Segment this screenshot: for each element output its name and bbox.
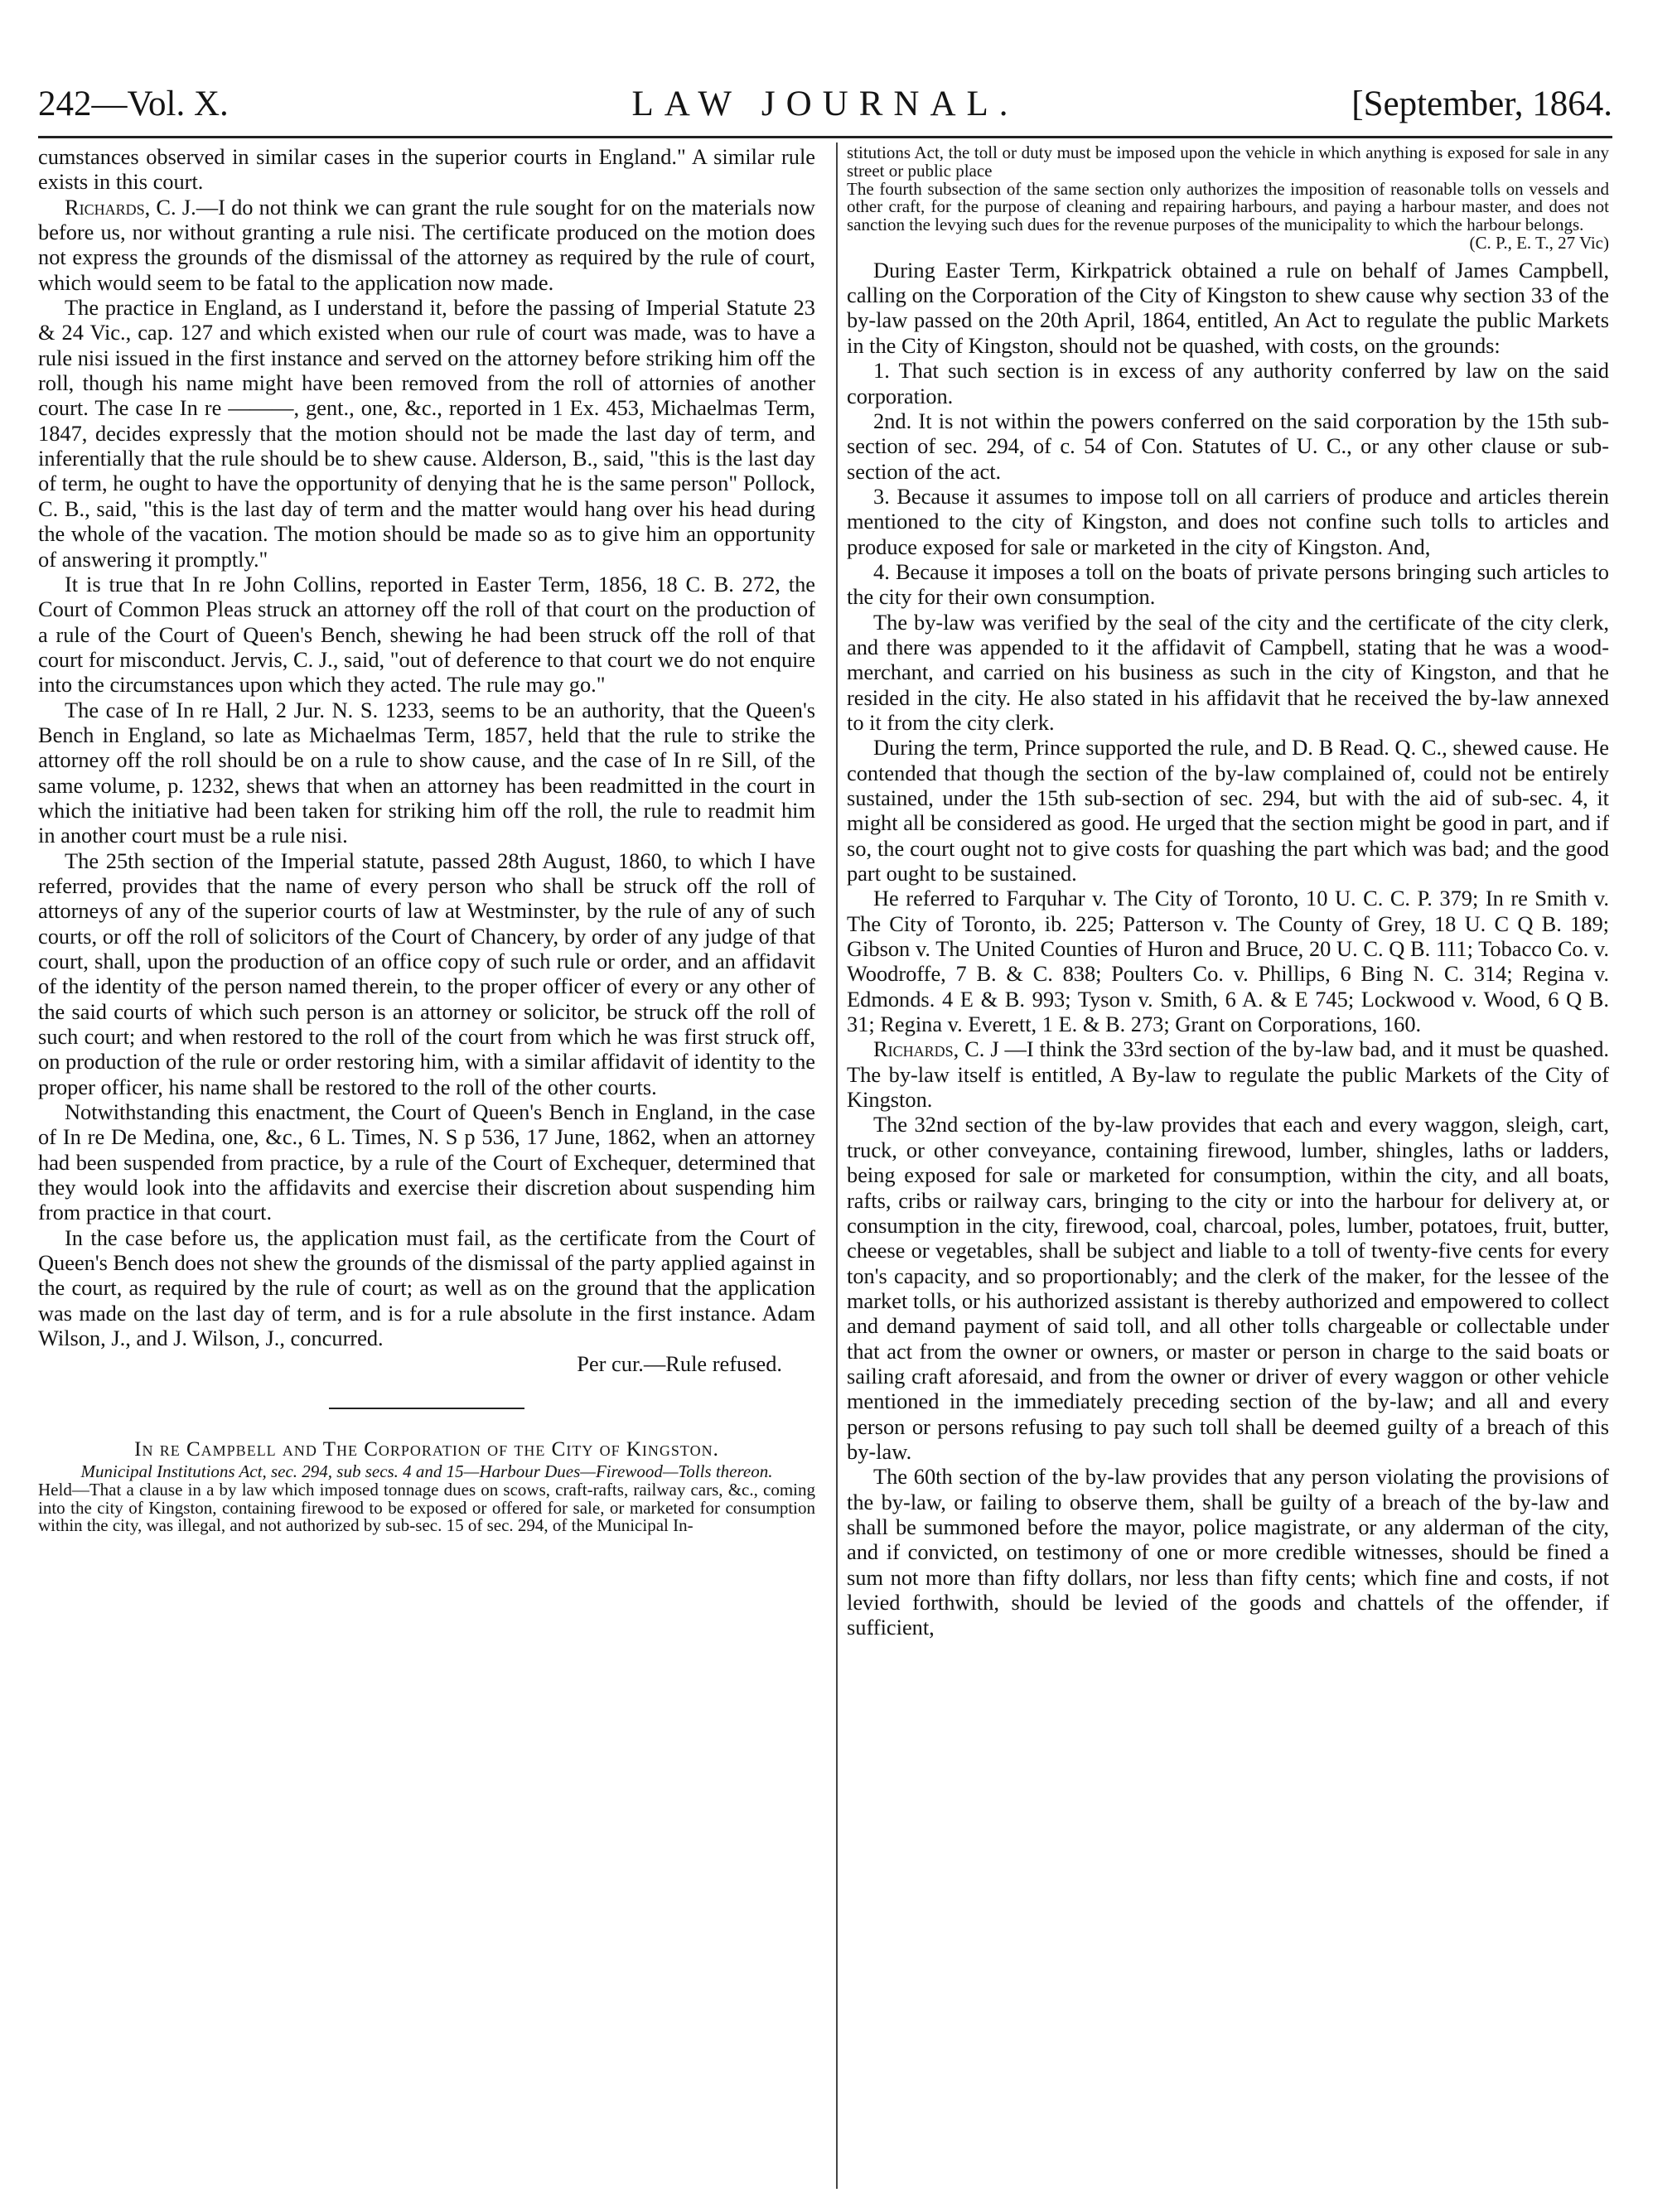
paragraph: The practice in England, as I understand it, before the passing of Imperial Statute 23 & 24 Vic., cap. 127 and which existed when our rule of court was made, was to have a rule nisi issued in the first instance and served on the attorney before striking him off the roll, though his name might have been removed from the roll of attornies of another court. The case In re ———, gent., one, &c., reported in 1 Ex. 453, Michaelmas Term, 1847, decides expressly that the motion should not be made the last day of term, and inferentially that the rule should be to shew cause. Alderson, B., said, "this is the last day of term, he ought to have the opportunity of denying that he is the same person" Pollock, C. B., said, "this is the last day of term and the matter would hang over his head during the whole of the vacation. The motion should be made so as to give him an opportunity of answering it promptly." xyxy=(38,295,815,572)
paragraph: Notwithstanding this enactment, the Court of Queen's Bench in England, in the case of In re De Medina, one, &c., 6 L. Times, N. S p 536, 17 June, 1862, when an attorney had been suspended from practice, by a rule of the Court of Exchequer, determined that they would look into the affidavits and exercise their discretion about suspending him from practice in that court. xyxy=(38,1099,815,1225)
journal-title: LAW JOURNAL. xyxy=(631,85,1019,123)
right-column xyxy=(847,144,1609,1640)
ground-3: 3. Because it assumes to impose toll on all carriers of produce and articles therein mentioned to the city of Kingston, and does not confine such tolls to articles and produce exposed for sale or marketed in the city of Kingston. And, xyxy=(847,483,1609,559)
paragraph: In the case before us, the application must fail, as the certificate from the Court of Queen's Bench does not shew the grounds of the dismissal of the party applied against in the court, as required by the rule of court; as well as on the ground that the application was made on the last day of term, and is for a rule absolute in the first instance. Adam Wilson, J., and J. Wilson, J., concurred. xyxy=(38,1224,815,1351)
issue-date: [September, 1864. xyxy=(1351,85,1612,123)
paragraph xyxy=(38,195,815,295)
column-divider xyxy=(836,142,838,2189)
judge-name: Richards, C. J xyxy=(873,1036,999,1062)
section-separator xyxy=(329,1408,524,1409)
court-reference: (C. P., E. T., 27 Vic) xyxy=(1469,232,1609,253)
paragraph xyxy=(847,1036,1609,1112)
paragraph: The case of In re Hall, 2 Jur. N. S. 1233, seems to be an authority, that the Queen's Bench in England, so late as Michaelmas Term, 1857, held that the rule to strike the attorney off the roll should be on a rule to show cause, and the case of In re Sill, of the same volume, p. 1232, shews that when an attorney has been readmitted in the court in which the initiative had been taken for striking him off the roll, the rule to readmit him in another court must be a rule nisi. xyxy=(38,697,815,848)
paragraph: The 60th section of the by-law provides that any person violating the provisions of the by-law, or failing to observe them, shall be guilty of a breach of the by-law and shall be summoned before the mayor, police magistrate, or any alderman of the city, and if convicted, on testimony of one or more credible witnesses, should be fined a sum not more than fifty dollars, nor less than fifty cents; which fine and costs, if not levied forthwith, should be levied of the goods and chattels of the offender, if sufficient, xyxy=(847,1464,1609,1640)
ground-1: 1. That such section is in excess of any authority conferred by law on the said corporation. xyxy=(847,358,1609,408)
header-rule xyxy=(38,136,1612,138)
paragraph: It is true that In re John Collins, reported in Easter Term, 1856, 18 C. B. 272, the Court of Common Pleas struck an attorney off the roll of that court on the production of a rule of the Court of Queen's Bench, shewing he had been struck off the roll of that court for misconduct. Jervis, C. J., said, "out of deference to that court we do not enquire into the circumstances upon which they acted. The rule may go." xyxy=(38,571,815,698)
held-note-second: The fourth subsection of the same section only authorizes the imposition of reasonable tolls on vessels and other craft, for the purpose of cleaning and repairing harbours, and paying a harbour master, and does not sanction the levying such dues for the revenue purposes of the municipality to which the harbour belongs. xyxy=(847,178,1609,235)
paragraph: During the term, Prince supported the rule, and D. B Read. Q. C., shewed cause. He contended that though the section of the by-law complained of, could not be entirely sustained, under the 15th sub-section of sec. 294, but with the aid of sub-sec. 4, it might all be considered as good. He urged that the section might be good in part, and if so, the court ought not to give costs for quashing the part which was bad; and the good part ought to be sustained. xyxy=(847,735,1609,886)
held-note: Held—That a clause in a by law which imposed tonnage dues on scows, craft-rafts, railway cars, &c., coming into the city of Kingston, containing firewood to be exposed or offered for sale, or marketed for consumption within the city, was illegal, and not authorized by sub-sec. 15 of sec. 294, of the Municipal In- xyxy=(38,1479,815,1536)
held-note-continued: stitutions Act, the toll or duty must be imposed upon the vehicle in which anything is exposed for sale in any street or public place xyxy=(847,142,1609,181)
paragraph: The 32nd section of the by-law provides that each and every waggon, sleigh, cart, truck, or other conveyance, containing firewood, lumber, shingles, laths or ladders, being exposed for sale or marketed for consumption, within the city, and all boats, rafts, cribs or railway cars, bringing to the city or into the harbour for delivery at, or consumption in the city, firewood, coal, charcoal, poles, lumber, potatoes, fruit, butter, cheese or vegetables, shall be subject and liable to a toll of twenty-five cents for every ton's capacity, and so proportionably; and the clerk of the maker, for the lessee of the market tolls, or his authorized assistant is thereby authorized and empowered to collect and demand payment of said toll, and all other tolls chargeable or collectable under that act from the owner or owners, or master or person in charge to the said boats or sailing craft aforesaid, and from the owner or driver of every waggon or other vehicle mentioned in the immediately preceding section of the by-law; and all and every person or persons refusing to pay such toll shall be deemed guilty of a breach of this by-law. xyxy=(847,1112,1609,1464)
case-headnote: Municipal Institutions Act, sec. 294, sub secs. 4 and 15—Harbour Dues—Firewood—Tolls thereon. xyxy=(80,1461,773,1481)
ground-4: 4. Because it imposes a toll on the boats of private persons bringing such articles to the city for their own consumption. xyxy=(847,558,1609,610)
left-column xyxy=(38,144,815,1535)
page-header xyxy=(38,80,1612,129)
judge-name: Richards, C. J. xyxy=(65,194,196,220)
paragraph: The by-law was verified by the seal of the city and the certificate of the city clerk, and there was appended to it the affidavit of Campbell, stating that he was a wood-merchant, and carried on his business as such in the city of Kingston, and that he resided in the city. He also stated in his affidavit that he received the by-law annexed to it from the city clerk. xyxy=(847,609,1609,735)
paragraph: He referred to Farquhar v. The City of Toronto, 10 U. C. C. P. 379; In re Smith v. The City of Toronto, ib. 225; Patterson v. The County of Grey, 18 U. C Q B. 189; Gibson v. The United Counties of Huron and Bruce, 20 U. C. Q B. 111; Tobacco Co. v. Woodroffe, 7 B. & C. 838; Poulters Co. v. Phillips, 6 Bing N. C. 314; Regina v. Edmonds. 4 E & B. 993; Tyson v. Smith, 6 A. & E 745; Lockwood v. Wood, 6 Q B. 31; Regina v. Everett, 1 E. & B. 273; Grant on Corporations, 160. xyxy=(847,886,1609,1037)
per-curiam: Per cur.—Rule refused. xyxy=(577,1350,782,1376)
paragraph-text: —I think the 33rd section of the by-law bad, and it must be quashed. The by-law itself is entitled, A By-law to regulate the public Markets of the City of Kingston. xyxy=(847,1036,1609,1113)
paragraph-text: —I do not think we can grant the rule sought for on the materials now before us, nor without granting a rule nisi. The certificate produced on the motion does not express the grounds of the dismissal of the attorney as required by the rule of court, which would seem to be fatal to the application now made. xyxy=(38,194,815,295)
paragraph: cumstances observed in similar cases in the superior courts in England." A similar rule exists in this court. xyxy=(38,144,815,195)
paragraph: During Easter Term, Kirkpatrick obtained a rule on behalf of James Campbell, calling on the Corporation of the City of Kingston to shew cause why section 33 of the by-law passed on the 20th April, 1864, entitled, An Act to regulate the public Markets in the City of Kingston, should not be quashed, with costs, on the grounds: xyxy=(847,257,1609,358)
ground-2: 2nd. It is not within the powers conferred on the said corporation by the 15th sub-section of sec. 294, of c. 54 of Con. Statutes of U. C., or any other clause or sub-section of the act. xyxy=(847,408,1609,484)
case-title: In re Campbell and The Corporation of the City of Kingston. xyxy=(134,1437,719,1461)
page-volume: 242—Vol. X. xyxy=(38,85,229,123)
paragraph: The 25th section of the Imperial statute, passed 28th August, 1860, to which I have referred, provides that the name of every person who shall be struck off the roll of attorneys of any of the superior courts of law at Westminster, by the rule of any of such courts, or off the roll of solicitors of the Court of Chancery, by order of any judge of that court, shall, upon the production of an office copy of such rule or order, and an affidavit of the identity of the person named therein, to the proper officer of every or any other of the said courts of which such person is an attorney or solicitor, be struck off the roll of such court; and when restored to the roll of the court from which he was first struck off, on production of the rule or order restoring him, with a similar affidavit of identity to the proper officer, his name shall be restored to the roll of the other courts. xyxy=(38,848,815,1099)
